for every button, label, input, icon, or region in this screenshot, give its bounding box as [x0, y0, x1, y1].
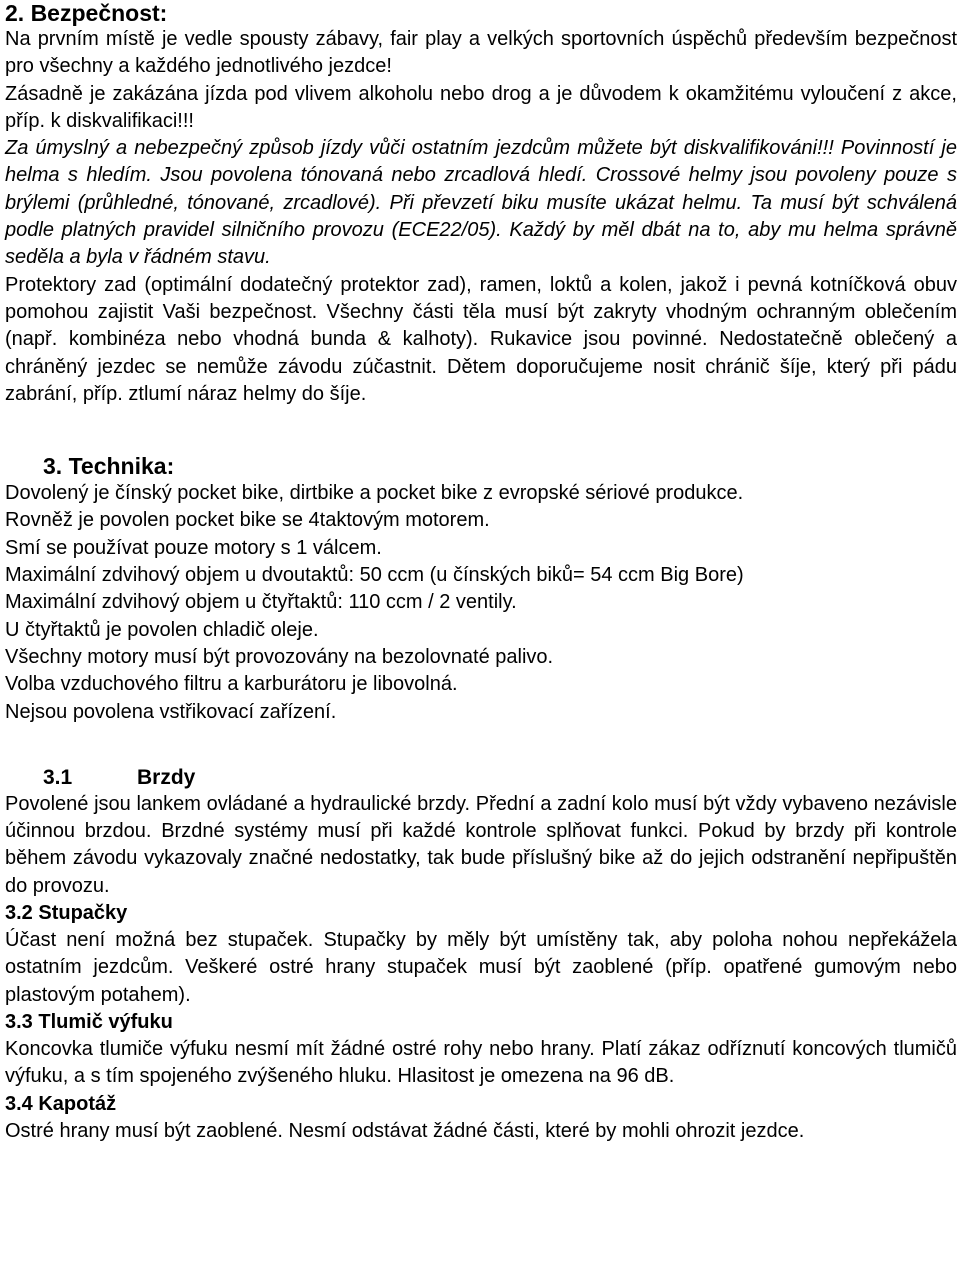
subsection-3-1-text: Povolené jsou lankem ovládané a hydraulické brzdy. Přední a zadní kolo musí být vždy vybaveno nezávisle účinnou brzdou. Brzdné systémy musí při každé kontrole splňovat funkci. Pokud by brzdy při kontrole během závodu vykazovaly značné nedostatky, tak bude příslušný bike až do jejich odstranění nepřipuštěn do provozu. [5, 792, 957, 897]
subsection-3-1-number: 3.1 [43, 765, 73, 789]
subsection-3-2-text: Účast není možná bez stupaček. Stupačky by měly být umístěny tak, aby poloha nohou nepřekážela ostatním jezdcům. Veškeré ostré hrany stupaček musí být zaoblené (příp. opatřené gumovým nebo plastovým potahem). [5, 929, 957, 1006]
section-3-line: Dovolený je čínský pocket bike, dirtbike a pocket bike z evropské sériové produkce. [5, 482, 744, 505]
section-3-line: Nejsou povolena vstřikovací zařízení. [5, 700, 337, 723]
section-2-paragraph-1: Na prvním místě je vedle spousty zábavy, fair play a velkých sportovních úspěchů především bezpečnost pro všechny a každého jednotlivého jezdce! [5, 28, 957, 78]
subsection-3-1-heading [43, 764, 957, 791]
subsection-3-2-heading: 3.2 Stupačky [5, 902, 128, 925]
document-page [5, 0, 957, 1145]
section-2-paragraph-3: Za úmyslný a nebezpečný způsob jízdy vůči ostatním jezdcům můžete být diskvalifikováni!!! Povinností je helma s hledím. Jsou povolena tónovaná nebo zrcadlová hledí. Crossové helmy jsou povoleny pouze s brýlemi (průhledné, tónované, zrcadlové). Při převzetí biku musíte ukázat helmu. Ta musí být schválená podle platných pravidel silničního provozu (ECE22/05). Každý by měl dbát na to, aby mu helma správně seděla a byla v řádném stavu. [5, 137, 957, 269]
section-3-heading: 3. Technika: [43, 453, 175, 480]
section-3-list [5, 480, 957, 726]
section-2-paragraph-4: Protektory zad (optimální dodatečný protektor zad), ramen, loktů a kolen, jakož i pevná kotníčková obuv pomohou zajistit Vaši bezpečnost. Všechny části těla musí být zakryty vhodným ochranným oblečením (např. kombinéza nebo vhodná bunda & kalhoty). Rukavice jsou povinné. Nedostatečně oblečený a chráněný jezdec se nemůže závodu zúčastnit. Dětem doporučujeme nosit chránič šíje, který při pádu zabrání, příp. ztlumí náraz helmy do šíje. [5, 273, 957, 405]
section-2-paragraph-2: Zásadně je zakázána jízda pod vlivem alkoholu nebo drog a je důvodem k okamžitému vyloučení z akce, příp. k diskvalifikaci!!! [5, 82, 957, 132]
section-3-line: Volba vzduchového filtru a karburátoru je libovolná. [5, 673, 458, 696]
section-3-line: Rovněž je povolen pocket bike se 4taktovým motorem. [5, 509, 490, 532]
subsection-3-3-heading: 3.3 Tlumič výfuku [5, 1010, 173, 1033]
subsection-3-4-text: Ostré hrany musí být zaoblené. Nesmí odstávat žádné části, které by mohli ohrozit jezdce. [5, 1119, 805, 1142]
section-3-line: Všechny motory musí být provozovány na bezolovnaté palivo. [5, 645, 554, 668]
subsection-3-4-heading: 3.4 Kapotáž [5, 1092, 117, 1115]
section-2-heading: 2. Bezpečnost: [5, 0, 168, 26]
section-3-line: Smí se používat pouze motory s 1 válcem. [5, 536, 382, 559]
subsection-3-1-title: Brzdy [137, 765, 196, 789]
section-3-line: Maximální zdvihový objem u čtyřtaktů: 110 ccm / 2 ventily. [5, 591, 517, 614]
section-3-line: Maximální zdvihový objem u dvoutaktů: 50 ccm (u čínských biků= 54 ccm Big Bore) [5, 564, 744, 587]
section-3-line: U čtyřtaktů je povolen chladič oleje. [5, 618, 319, 641]
subsection-3-3-text: Koncovka tlumiče výfuku nesmí mít žádné ostré rohy nebo hrany. Platí zákaz odříznutí koncových tlumičů výfuku, a s tím spojeného zvýšeného hluku. Hlasitost je omezena na 96 dB. [5, 1037, 957, 1088]
